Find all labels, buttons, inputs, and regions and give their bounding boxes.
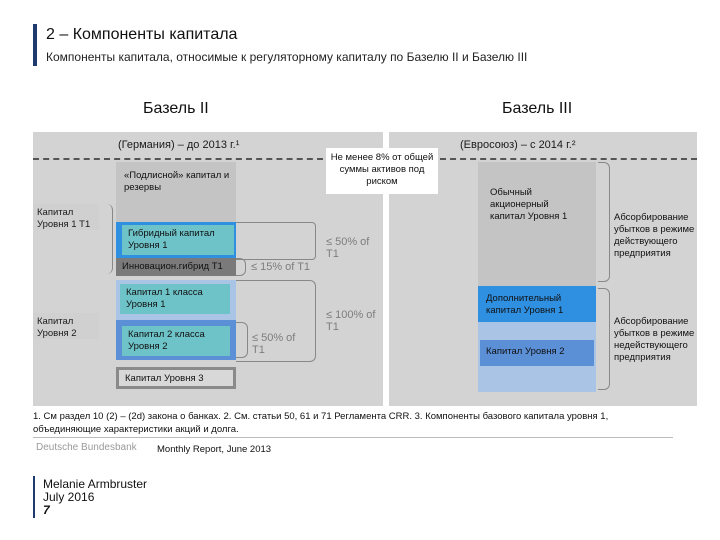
tier2-class-brace <box>236 322 248 358</box>
gone-concern-note: Абсорбирование убытков в режиме недействующего предприятия <box>614 316 695 363</box>
page-number: 7 <box>43 503 50 517</box>
level2-label: Капитал Уровня 2 <box>33 313 99 339</box>
limit-50-tier2: ≤ 50% of T1 <box>252 332 296 356</box>
page-subtitle: Компоненты капитала, относимые к регуляторному капиталу по Базелю II и Базелю III <box>46 50 528 64</box>
hybrid-brace <box>236 222 316 260</box>
innovative-hybrid-block: Инновацион.гибрид Т1 <box>116 258 236 276</box>
author-name: Melanie Armbruster <box>43 477 148 491</box>
author-block <box>43 478 147 517</box>
going-concern-brace <box>598 162 610 282</box>
level1-label: Капитал Уровня 1 Т1 <box>33 204 99 230</box>
reserves-label: «Подлисной» капитал и резервы <box>124 170 230 193</box>
additional-tier1-label: Дополнительный капитал Уровня 1 <box>486 293 564 316</box>
basel3-tier2-label: Капитал Уровня 2 <box>480 340 594 366</box>
tier1-class-label: Капитал 1 класса Уровня 1 <box>120 284 230 314</box>
page-title: 2 – Компоненты капитала <box>46 26 238 43</box>
common-equity-label: Обычный акционерный капитал Уровня 1 <box>490 187 568 222</box>
title-accent-bar <box>33 24 37 66</box>
basel2-scope: (Германия) – до 2013 г.¹ <box>118 139 240 151</box>
basel3-heading: Базель III <box>502 100 573 117</box>
bundesbank-logo: Deutsche Bundesbank <box>36 442 137 453</box>
tier2-class-label: Капитал 2 класса Уровня 2 <box>122 326 230 356</box>
level1-bracket <box>99 204 113 274</box>
footnote-divider <box>33 437 673 438</box>
author-accent-bar <box>33 476 35 518</box>
basel3-scope: (Евросоюз) – с 2014 г.² <box>460 139 576 151</box>
gone-concern-brace <box>598 288 610 390</box>
footnote: 1. См раздел 10 (2) – (2d) закона о банках. 2. См. статьи 50, 61 и 71 Регламента CRR. 3. Компоненты базового капитала уровня 1, объединяющие характеристики акций и долга. <box>33 411 609 435</box>
limit-50-hybrid: ≤ 50% of T1 <box>326 236 370 260</box>
basel2-dashed-line <box>33 158 323 160</box>
limit-100-tier2: ≤ 100% of T1 <box>326 309 376 333</box>
basel3-dashed-line <box>440 158 697 160</box>
innovative-brace <box>236 258 246 276</box>
tier3-block: Капитал Уровня 3 <box>116 367 236 389</box>
hybrid-label: Гибридный капитал Уровня 1 <box>122 225 234 255</box>
basel2-heading: Базель II <box>143 100 209 117</box>
limit-15-innovative: ≤ 15% of T1 <box>251 261 311 273</box>
minimum-capital-note: Не менее 8% от общей суммы активов под риском <box>326 148 438 194</box>
going-concern-note: Абсорбирование убытков в режиме действующего предприятия <box>614 212 695 259</box>
report-source: Monthly Report, June 2013 <box>157 444 272 455</box>
author-date: July 2016 <box>43 490 95 504</box>
